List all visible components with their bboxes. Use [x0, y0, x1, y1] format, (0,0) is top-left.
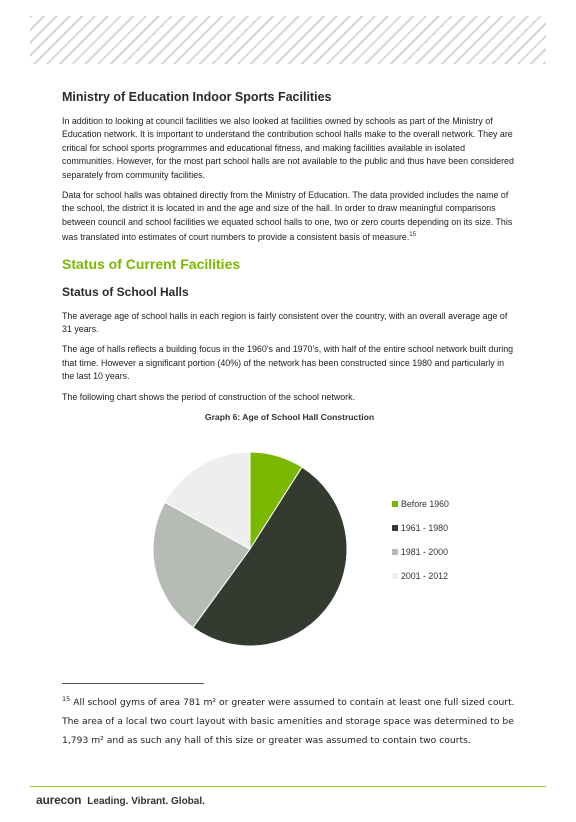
- status-paragraph-2: The age of halls reflects a building focus in the 1960’s and 1970’s, with half of the entire school network built during that time. However a significant portion (40%) of the network has been constructed since 1980 and particularly in the last 10 years.: [62, 344, 514, 382]
- footer: [36, 793, 205, 807]
- pie-chart: [140, 445, 360, 655]
- header-hatch-band: [30, 16, 546, 64]
- legend-swatch: [392, 501, 398, 507]
- chart-legend: [392, 499, 449, 595]
- footnote-reference[interactable]: 15: [409, 232, 416, 239]
- legend-label: 2001 - 2012: [401, 571, 448, 581]
- section-paragraph-1: In addition to looking at council facilities we also looked at facilities owned by schools as part of the Ministry of Education network. It is important to understand the contribution school halls make to the overall network. They are critical for school sports programmes and educational fitness, and making facilities available in isolated communities. However, for the most part school halls are not available to the public and thus have been considered separately from community facilities.: [62, 116, 514, 180]
- status-paragraph-1: The average age of school halls in each region is fairly consistent over the country, with an overall average age of 31 years.: [62, 310, 508, 335]
- legend-item: [392, 523, 449, 547]
- footnote-divider: [62, 683, 204, 684]
- status-paragraph-3: The following chart shows the period of construction of the school network.: [62, 391, 356, 402]
- aurecon-logo: aurecon: [36, 793, 82, 807]
- legend-label: Before 1960: [401, 499, 449, 509]
- status-subheading: Status of School Halls: [62, 284, 189, 299]
- section-heading: Ministry of Education Indoor Sports Facilities: [62, 90, 332, 104]
- legend-swatch: [392, 525, 398, 531]
- legend-item: [392, 499, 449, 523]
- status-heading: Status of Current Facilities: [62, 255, 241, 272]
- page-content: [62, 90, 517, 422]
- chart-title: Graph 6: Age of School Hall Construction: [204, 412, 375, 423]
- footer-divider: [30, 786, 546, 787]
- section-paragraph-2: Data for school halls was obtained directly from the Ministry of Education. The data provided includes the name of the school, the district it is located in and the age and size of the hall. In order to draw meaningful comparisons between council and school facilities we equated school halls to one, two or zero courts depending on its size. This was translated into estimates of court numbers to provide a consistent basis of measure.$^{15}$: [62, 190, 513, 243]
- legend-item: [392, 547, 449, 571]
- footer-tagline: Leading. Vibrant. Global.: [87, 796, 205, 807]
- legend-label: 1961 - 1980: [401, 523, 448, 533]
- legend-swatch: [392, 573, 398, 579]
- legend-label: 1981 - 2000: [401, 547, 448, 557]
- legend-item: [392, 571, 449, 595]
- footnote: $^{15}$ All school gyms of area 781 m² or greater were assumed to contain at least one full sized court. The area of a local two court layout with basic amenities and storage space was determined to be 1,793 m² and as such any hall of this size or greater was assumed to contain two courts.: [62, 695, 515, 747]
- legend-swatch: [392, 549, 398, 555]
- footnote-number: 15: [62, 695, 71, 703]
